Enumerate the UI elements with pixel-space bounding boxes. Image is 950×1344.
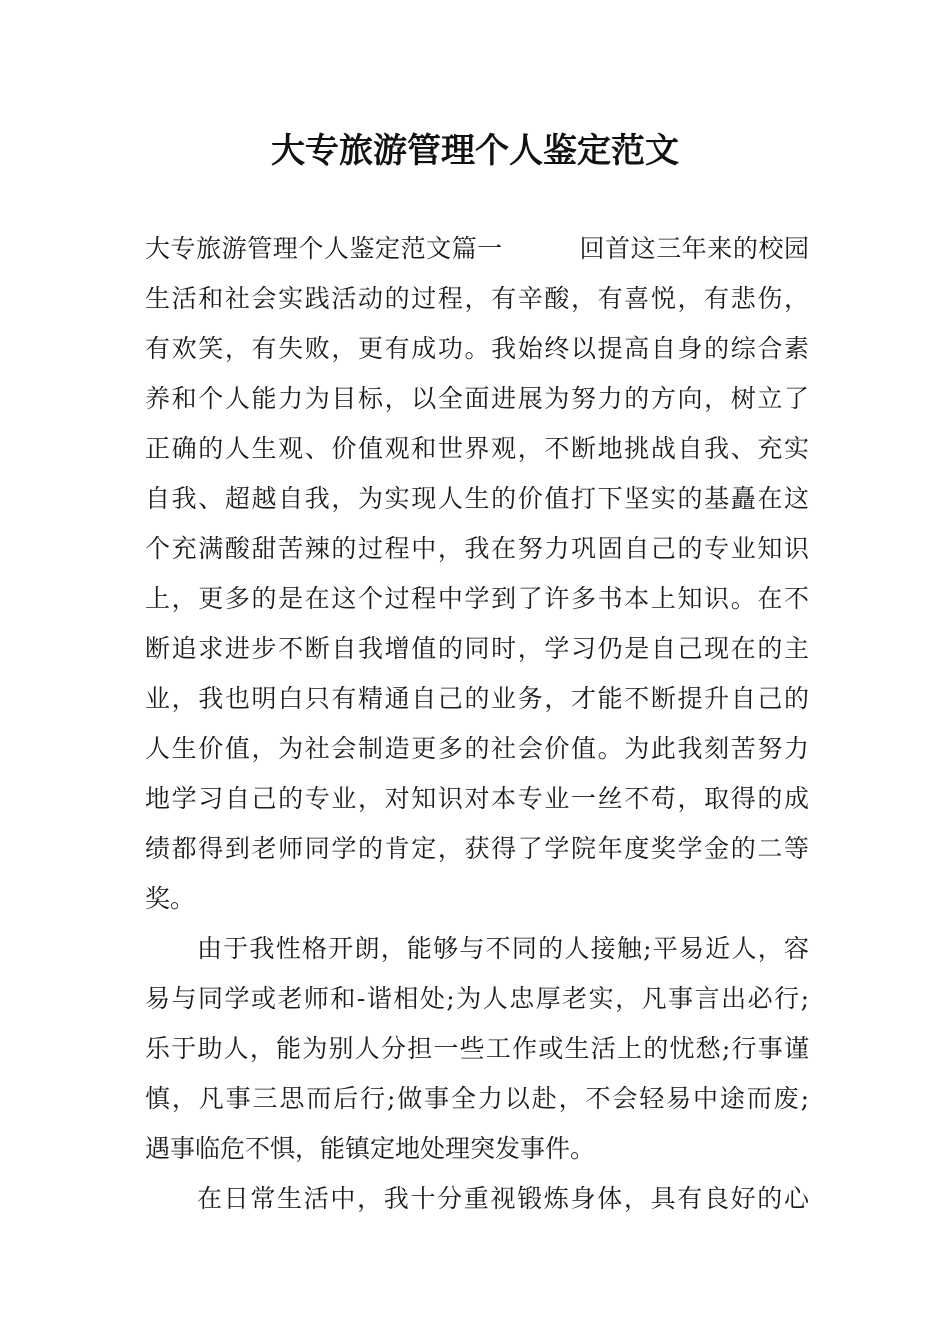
paragraph-line: 养和个人能力为目标，以全面进展为努力的方向，树立了 (145, 384, 809, 413)
paragraph-line: 在日常生活中，我十分重视锻炼身体，具有良好的心 (197, 1184, 809, 1213)
paragraph-line: 断追求进步不断自我增值的同时，学习仍是自己现在的主 (145, 634, 809, 663)
paragraph-line: 奖。 (145, 884, 196, 913)
paragraph-1 (145, 224, 809, 924)
paragraph-line: 正确的人生观、价值观和世界观，不断地挑战自我、充实 (145, 434, 809, 463)
paragraph-line: 慎，凡事三思而后行;做事全力以赴，不会轻易中途而废; (145, 1084, 809, 1113)
paragraph-line: 业，我也明白只有精通自己的业务，才能不断提升自己的 (145, 684, 809, 713)
document-body (145, 224, 809, 1224)
paragraph-line: 生活和社会实践活动的过程，有辛酸，有喜悦，有悲伤， (145, 284, 809, 313)
paragraph-2 (145, 924, 809, 1174)
paragraph-line: 有欢笑，有失败，更有成功。我始终以提高自身的综合素 (145, 334, 809, 363)
paragraph-line: 地学习自己的专业，对知识对本专业一丝不苟，取得的成 (145, 784, 809, 813)
paragraph-line: 由于我性格开朗，能够与不同的人接触;平易近人，容 (197, 934, 809, 963)
paragraph-3 (145, 1174, 809, 1224)
paragraph-line: 自我、超越自我，为实现人生的价值打下坚实的基矗在这 (145, 484, 809, 513)
document-title: 大专旅游管理个人鉴定范文 (271, 131, 679, 171)
paragraph-line: 上，更多的是在这个过程中学到了许多书本上知识。在不 (145, 584, 809, 613)
paragraph-line: 遇事临危不惧，能镇定地处理突发事件。 (145, 1134, 596, 1163)
paragraph-line: 人生价值，为社会制造更多的社会价值。为此我刻苦努力 (145, 734, 809, 763)
paragraph-line: 大专旅游管理个人鉴定范文篇一 回首这三年来的校园 (145, 234, 809, 263)
paragraph-line: 易与同学或老师和-谐相处;为人忠厚老实，凡事言出必行; (145, 984, 809, 1013)
paragraph-line: 乐于助人，能为别人分担一些工作或生活上的忧愁;行事谨 (145, 1034, 809, 1063)
paragraph-line: 绩都得到老师同学的肯定，获得了学院年度奖学金的二等 (145, 834, 809, 863)
paragraph-line: 个充满酸甜苦辣的过程中，我在努力巩固自己的专业知识 (145, 534, 809, 563)
